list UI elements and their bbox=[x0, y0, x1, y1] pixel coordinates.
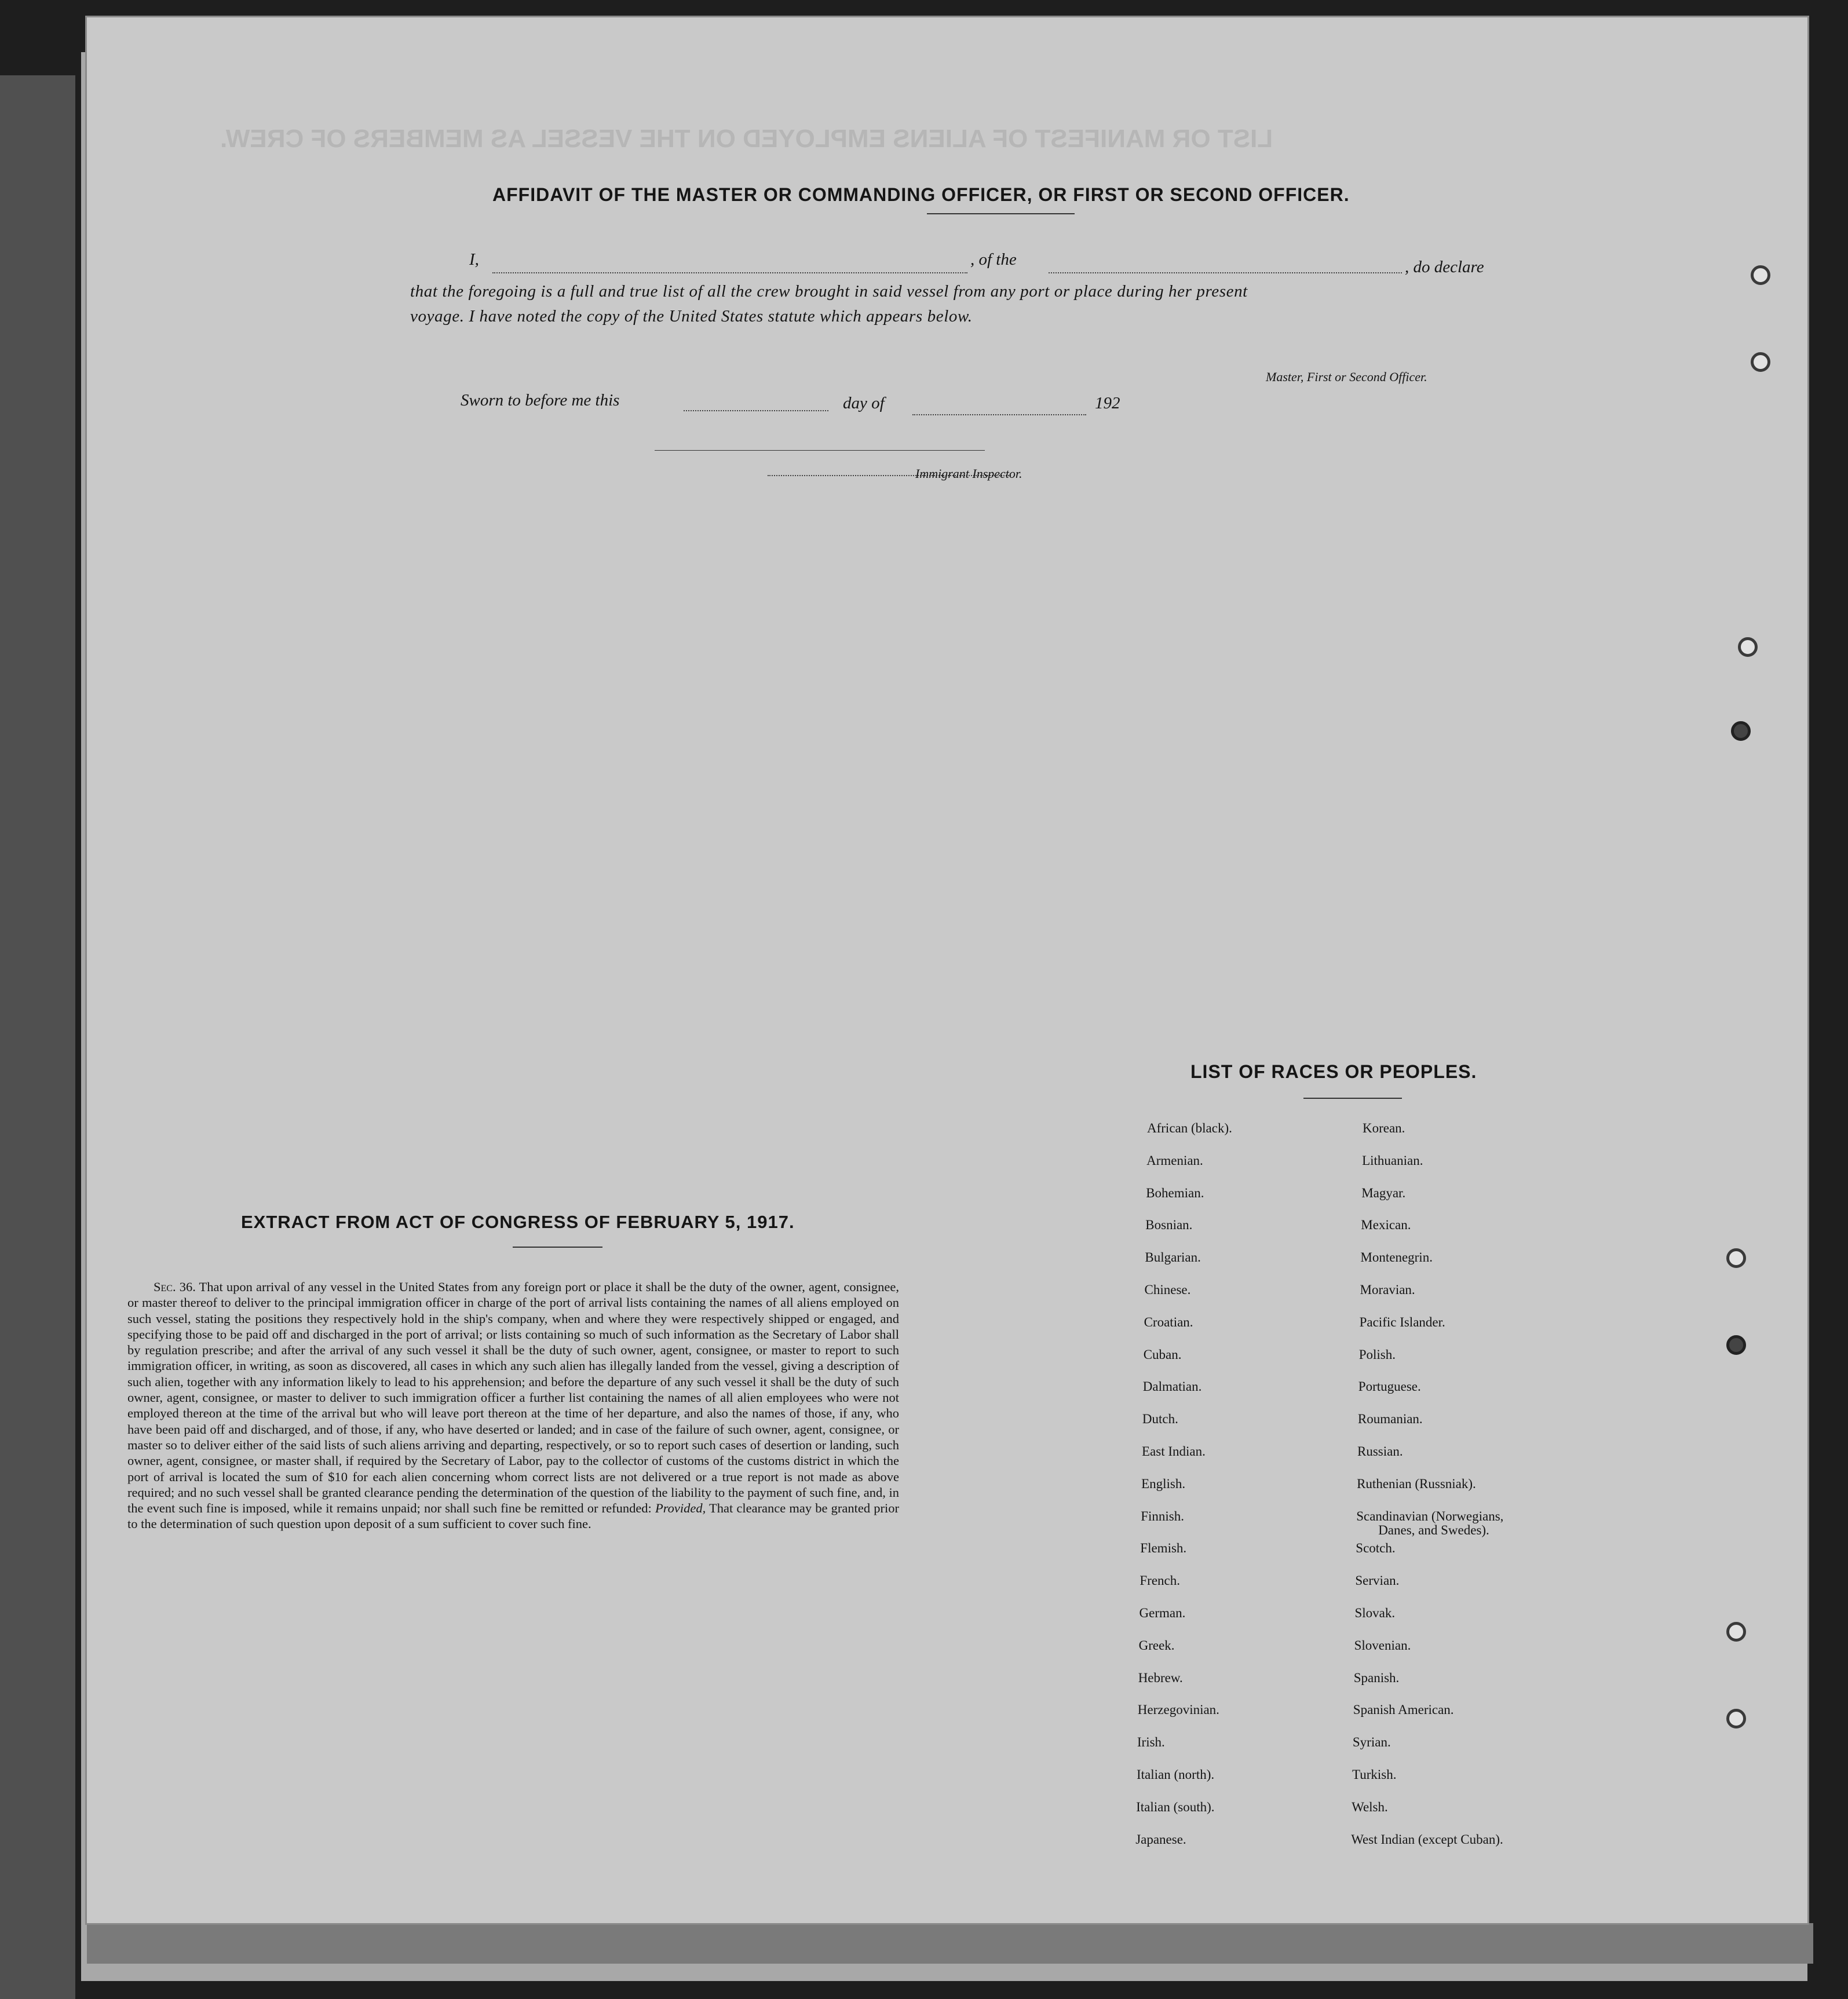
punch-hole bbox=[1726, 1335, 1746, 1355]
punch-hole bbox=[1751, 265, 1770, 285]
race-item: Scandinavian (Norwegians, bbox=[1356, 1508, 1504, 1523]
race-item: Armenian. bbox=[1146, 1153, 1203, 1168]
race-item: Slovak. bbox=[1354, 1606, 1396, 1620]
affidavit-line1-start: I, bbox=[469, 250, 479, 269]
affidavit-title-rule bbox=[927, 213, 1075, 214]
bleed-through-header: LIST OR MANIFEST OF ALIENS EMPLOYED ON THE VESSEL AS MEMBERS OF CREW. bbox=[220, 125, 1273, 153]
race-item: Welsh. bbox=[1352, 1799, 1388, 1814]
race-item: German. bbox=[1139, 1606, 1186, 1620]
race-item: Turkish. bbox=[1352, 1767, 1397, 1782]
race-item: Syrian. bbox=[1352, 1735, 1391, 1750]
race-item: Lithuanian. bbox=[1362, 1153, 1423, 1168]
section-text: That upon arrival of any vessel in the United States from any foreign port or place it shall be the duty of the owner, agent, consignee, or master thereof to deliver to the principal immigration officer in charge of the port of arrival lists containing the names of all aliens employed on such vessel, stating the positions they respectively hold in the ship's company, when and where they were respectively shipped or engaged, and specifying those to be paid off and discharged in the port of arrival; or lists containing so much of such information as the Secretary of Labor shall by regulation prescribe; and after the arrival of any such vessel it shall be the duty of such owner, agent, consignee, or master to report to such immigration officer, in writing, as soon as discovered, all cases in which any such alien has illegally landed from the vessel, giving a description of such alien, together with any information likely to lead to his apprehension; and before the departure of any such vessel it shall be the duty of such owner, agent, consignee, or master to deliver to such immigration officer a further list containing the names of all alien employees who were not employed thereon at the time of the arrival but who will leave port thereon at the time of her departure, and also the names of those, if any, who have been paid off and discharged, and of those, if any, who have deserted or landed; and in case of the failure of such owner, agent, consignee, or master so to deliver either of the said lists of such aliens arriving and departing, respectively, or so to report such cases of desertion or landing, such owner, agent, consignee, or master shall, if required by the Secretary of Labor, pay to the collector of customs of the customs district in which the port of arrival is located the sum of $10 for each alien concerning whom correct lists are not delivered or a true report is not made as above required; and no such vessel shall be granted clearance pending the determination of the question of the liability to the payment of such fine, and, in the event such fine is imposed, while it remains unpaid; nor shall such fine be remitted or refunded: bbox=[127, 1280, 900, 1516]
race-item: Pacific Islander. bbox=[1359, 1314, 1445, 1329]
race-item: Italian (south). bbox=[1136, 1799, 1215, 1814]
race-item: Irish. bbox=[1137, 1735, 1165, 1750]
vessel-name-field[interactable] bbox=[1049, 272, 1402, 273]
race-item: Montenegrin. bbox=[1360, 1250, 1433, 1265]
race-item: Magyar. bbox=[1361, 1185, 1406, 1200]
section-text-end: That clearance may be granted prior to the determination of such question upon deposit of a sum sufficient to cover such fine. bbox=[127, 1501, 900, 1532]
race-item: Herzegovinian. bbox=[1137, 1702, 1219, 1717]
extract-body bbox=[127, 1279, 899, 1532]
race-item: Flemish. bbox=[1140, 1541, 1187, 1556]
affidavit-line1-mid: , of the bbox=[970, 250, 1017, 269]
race-item: Greek. bbox=[1138, 1638, 1175, 1653]
punch-hole bbox=[1738, 637, 1758, 657]
document-page bbox=[87, 17, 1807, 1923]
sworn-text: Sworn to before me this bbox=[461, 391, 620, 410]
race-item: Cuban. bbox=[1143, 1347, 1182, 1362]
affidavit-line3: voyage. I have noted the copy of the United States statute which appears below. bbox=[410, 307, 973, 326]
race-item: Bohemian. bbox=[1146, 1185, 1204, 1200]
race-item: Servian. bbox=[1355, 1573, 1400, 1588]
race-item: French. bbox=[1140, 1573, 1181, 1588]
race-item: Japanese. bbox=[1135, 1832, 1186, 1847]
inspector-caption: Immigrant Inspector. bbox=[915, 466, 1022, 481]
race-item: Russian. bbox=[1357, 1444, 1403, 1459]
master-name-field[interactable] bbox=[492, 272, 967, 273]
inspector-signature-line bbox=[655, 450, 985, 451]
race-item: Korean. bbox=[1363, 1121, 1405, 1135]
extract-title: EXTRACT FROM ACT OF CONGRESS OF FEBRUARY 5, 1917. bbox=[241, 1212, 795, 1232]
race-item: East Indian. bbox=[1142, 1444, 1206, 1459]
race-item: Spanish. bbox=[1353, 1670, 1400, 1685]
race-item: Spanish American. bbox=[1353, 1702, 1454, 1717]
punch-hole bbox=[1726, 1709, 1746, 1728]
race-item: English. bbox=[1141, 1476, 1186, 1491]
race-item: Dalmatian. bbox=[1142, 1379, 1202, 1394]
race-item: Hebrew. bbox=[1138, 1670, 1183, 1685]
races-title: LIST OF RACES OR PEOPLES. bbox=[1190, 1061, 1477, 1082]
race-item: Polish. bbox=[1358, 1347, 1396, 1362]
affidavit-line1-end: , do declare bbox=[1405, 258, 1484, 276]
race-item: Finnish. bbox=[1141, 1508, 1184, 1523]
race-item: Chinese. bbox=[1144, 1282, 1191, 1297]
affidavit-title: AFFIDAVIT OF THE MASTER OR COMMANDING OFFICER, OR FIRST OR SECOND OFFICER. bbox=[492, 184, 1350, 205]
punch-hole bbox=[1751, 352, 1770, 372]
race-item: Scotch. bbox=[1356, 1541, 1396, 1556]
race-item: Dutch. bbox=[1142, 1412, 1178, 1427]
race-item: Bosnian. bbox=[1145, 1218, 1193, 1233]
section-label: Sec. 36. bbox=[154, 1280, 196, 1294]
day-of-text: day of bbox=[843, 394, 885, 412]
punch-hole bbox=[1731, 721, 1751, 741]
race-item: Mexican. bbox=[1361, 1218, 1411, 1233]
race-item: Bulgarian. bbox=[1145, 1250, 1201, 1265]
race-item: Moravian. bbox=[1360, 1282, 1415, 1297]
races-title-rule bbox=[1303, 1098, 1402, 1099]
affidavit-line2: that the foregoing is a full and true list of all the crew brought in said vessel from any port or place during her present bbox=[410, 282, 1248, 301]
punch-hole bbox=[1726, 1622, 1746, 1642]
master-signature-caption: Master, First or Second Officer. bbox=[1266, 370, 1427, 384]
race-item: Croatian. bbox=[1144, 1314, 1193, 1329]
provided-word: Provided, bbox=[655, 1501, 706, 1516]
race-item: Ruthenian (Russniak). bbox=[1357, 1476, 1476, 1491]
sworn-month-field[interactable] bbox=[912, 414, 1086, 415]
year-prefix: 192 bbox=[1095, 394, 1120, 412]
adjacent-page-edge bbox=[0, 75, 75, 1999]
page-bottom-edge bbox=[87, 1923, 1813, 1964]
race-item: West Indian (except Cuban). bbox=[1351, 1832, 1503, 1847]
race-item: Italian (north). bbox=[1137, 1767, 1215, 1782]
sworn-day-field[interactable] bbox=[684, 410, 828, 411]
punch-hole bbox=[1726, 1248, 1746, 1268]
extract-title-rule bbox=[513, 1247, 602, 1248]
race-item: Portuguese. bbox=[1358, 1379, 1421, 1394]
race-item: Roumanian. bbox=[1357, 1412, 1423, 1427]
race-item: Slovenian. bbox=[1354, 1638, 1411, 1653]
race-item: African (black). bbox=[1147, 1121, 1232, 1135]
race-item: Danes, and Swedes). bbox=[1378, 1522, 1489, 1537]
